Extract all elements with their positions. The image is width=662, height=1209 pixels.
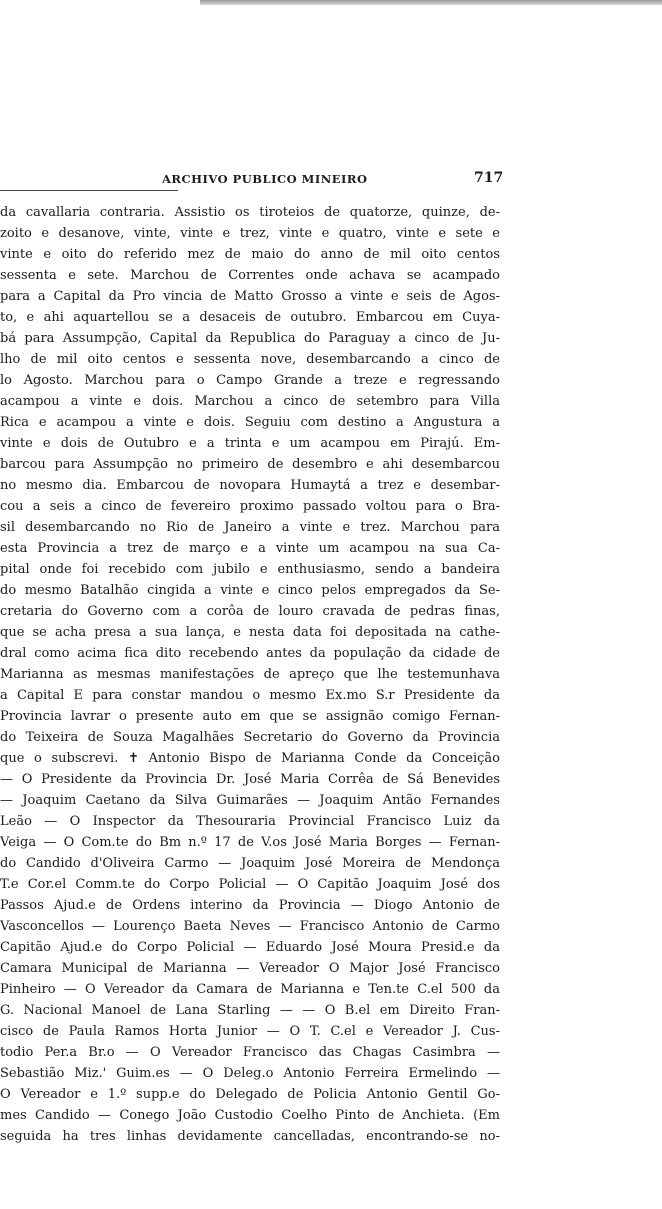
text-line: Marianna as mesmas manifestações de apreço que lhe testemunhava [0, 667, 500, 682]
page-number: 717 [474, 170, 504, 186]
text-line: vinte e dois de Outubro e a trinta e um acampou em Pirajú. Em- [0, 436, 500, 451]
text-line: lho de mil oito centos e sessenta nove, desembarcando a cinco de [0, 352, 500, 367]
text-line: lo Agosto. Marchou para o Campo Grande a treze e regressando [0, 373, 500, 388]
text-line: sil desembarcando no Rio de Janeiro a vinte e trez. Marchou para [0, 520, 500, 535]
header-rule [0, 190, 178, 191]
running-title: ARCHIVO PUBLICO MINEIRO [162, 172, 368, 186]
text-line: Leão — O Inspector da Thesouraria Provincial Francisco Luiz da [0, 814, 500, 829]
text-line: zoito e desanove, vinte, vinte e trez, vinte e quatro, vinte e sete e [0, 226, 500, 241]
text-line: Capitão Ajud.e do Corpo Policial — Eduardo José Moura Presid.e da [0, 940, 500, 955]
text-line: acampou a vinte e dois. Marchou a cinco de setembro para Villa [0, 394, 500, 409]
text-line: Passos Ajud.e de Ordens interino da Provincia — Diogo Antonio de [0, 898, 500, 913]
text-line: no mesmo dia. Embarcou de novopara Humaytá a trez e desembar- [0, 478, 500, 493]
text-line: O Vereador e 1.º supp.e do Delegado de Policia Antonio Gentil Go- [0, 1087, 500, 1102]
text-line: a Capital E para constar mandou o mesmo Ex.mo S.r Presidente da [0, 688, 500, 703]
text-line: dral como acima fica dito recebendo antes da população da cidade de [0, 646, 500, 661]
text-line: bá para Assumpção, Capital da Republica do Paraguay a cinco de Ju- [0, 331, 500, 346]
text-line: do Teixeira de Souza Magalhães Secretario do Governo da Provincia [0, 730, 500, 745]
text-line: Veiga — O Com.te do Bm n.º 17 de V.os José Maria Borges — Fernan- [0, 835, 500, 850]
text-line: pital onde foi recebido com jubilo e enthusiasmo, sendo a bandeira [0, 562, 500, 577]
text-line: da cavallaria contraria. Assistio os tiroteios de quatorze, quinze, de- [0, 205, 500, 220]
text-line: mes Candido — Conego João Custodio Coelho Pinto de Anchieta. (Em [0, 1108, 500, 1123]
text-line: cretaria do Governo com a corôa de louro cravada de pedras finas, [0, 604, 500, 619]
text-line: que se acha presa a sua lança, e nesta data foi depositada na cathe- [0, 625, 500, 640]
text-line: — Joaquim Caetano da Silva Guimarães — Joaquim Antão Fernandes [0, 793, 500, 808]
text-line: Pinheiro — O Vereador da Camara de Marianna e Ten.te C.el 500 da [0, 982, 500, 997]
document-body [0, 202, 500, 1147]
text-line: cou a seis a cinco de fevereiro proximo passado voltou para o Bra- [0, 499, 500, 514]
text-line: Provincia lavrar o presente auto em que se assignão comigo Fernan- [0, 709, 500, 724]
text-line: Camara Municipal de Marianna — Vereador O Major José Francisco [0, 961, 500, 976]
text-line: T.e Cor.el Comm.te do Corpo Policial — O Capitão Joaquim José dos [0, 877, 500, 892]
text-line: sessenta e sete. Marchou de Correntes onde achava se acampado [0, 268, 500, 283]
text-line: Rica e acampou a vinte e dois. Seguiu com destino a Angustura a [0, 415, 500, 430]
text-line: que o subscrevi. ✝ Antonio Bispo de Marianna Conde da Conceição [0, 751, 500, 766]
text-line: vinte e oito do referido mez de maio do anno de mil oito centos [0, 247, 500, 262]
text-line: — O Presidente da Provincia Dr. José Maria Corrêa de Sá Benevides [0, 772, 500, 787]
text-line: cisco de Paula Ramos Horta Junior — O T. C.el e Vereador J. Cus- [0, 1024, 500, 1039]
text-line: barcou para Assumpção no primeiro de desembro e ahi desembarcou [0, 457, 500, 472]
text-line: do mesmo Batalhão cingida a vinte e cinco pelos empregados da Se- [0, 583, 500, 598]
text-line: Vasconcellos — Lourenço Baeta Neves — Francisco Antonio de Carmo [0, 919, 500, 934]
text-line: G. Nacional Manoel de Lana Starling — — O B.el em Direito Fran- [0, 1003, 500, 1018]
text-line: esta Provincia a trez de março e a vinte um acampou na sua Ca- [0, 541, 500, 556]
text-line: todio Per.a Br.o — O Vereador Francisco das Chagas Casimbra — [0, 1045, 500, 1060]
text-line: to, e ahi aquartellou se a desaceis de outubro. Embarcou em Cuya- [0, 310, 500, 325]
text-line: seguida ha tres linhas devidamente cancelladas, encontrando-se no- [0, 1129, 500, 1144]
page-header [0, 172, 662, 196]
text-line: Sebastião Miz.' Guim.es — O Deleg.o Antonio Ferreira Ermelindo — [0, 1066, 500, 1081]
text-line: para a Capital da Pro vincia de Matto Grosso a vinte e seis de Agos- [0, 289, 500, 304]
text-line: do Candido d'Oliveira Carmo — Joaquim José Moreira de Mendonça [0, 856, 500, 871]
top-edge-shadow [200, 0, 662, 5]
